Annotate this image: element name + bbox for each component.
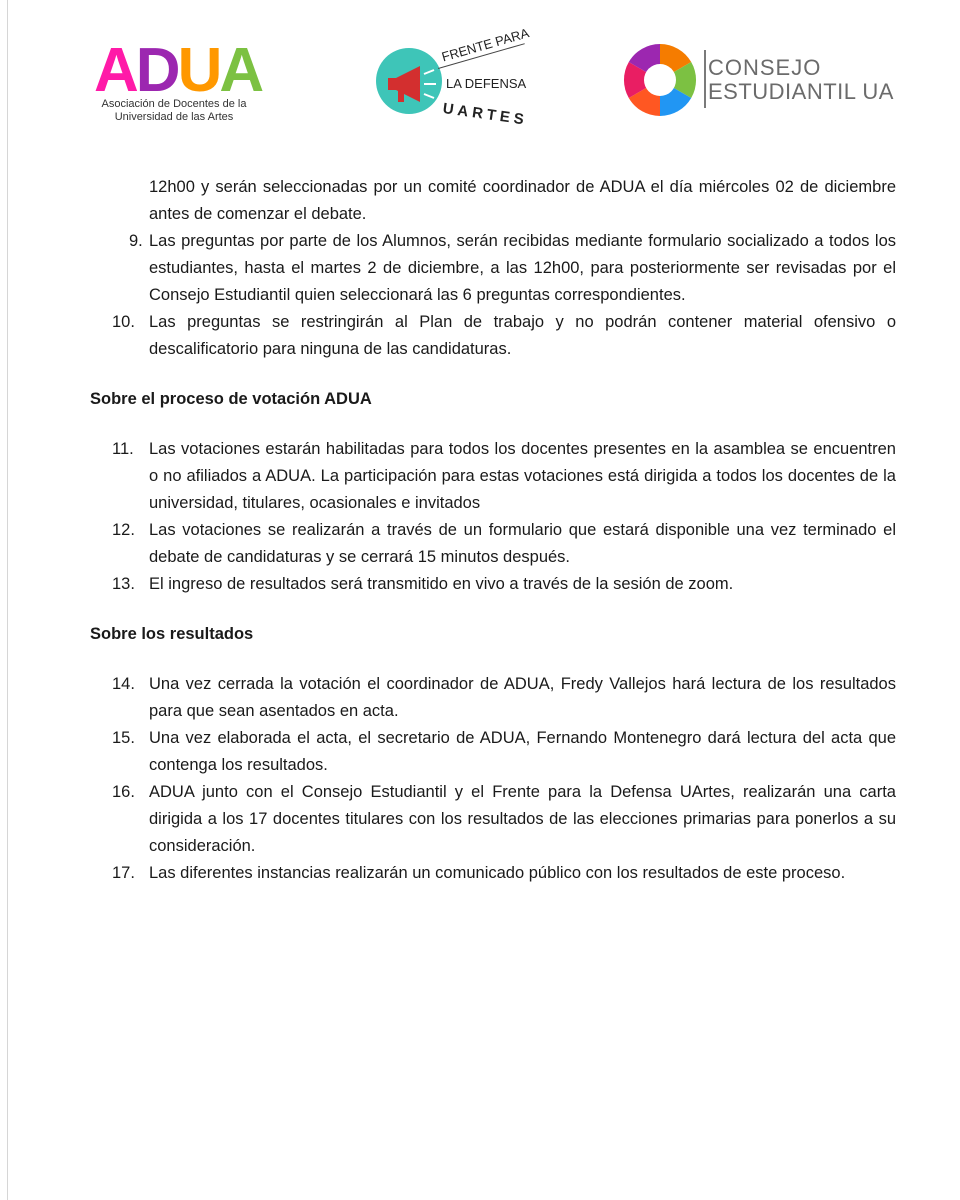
list-item-number: 10. <box>112 313 135 331</box>
list-item <box>90 725 896 779</box>
list-item-number: 11. <box>112 440 134 458</box>
list-item-text: Las preguntas se restringirán al Plan de trabajo y no podrán contener material ofensivo o descalificatorio para ninguna de las candidaturas. <box>149 313 896 358</box>
list-item-number: 15. <box>112 729 135 747</box>
consejo-color-wheel-icon <box>622 42 698 118</box>
adua-logo <box>86 36 266 130</box>
list-item-number: 16. <box>112 783 135 801</box>
list-item-text: Las votaciones se realizarán a través de un formulario que estará disponible una vez terminado el debate de candidaturas y se cerrará 15 minutos después. <box>149 521 896 566</box>
list-item-number: 13. <box>112 575 135 593</box>
adua-logo-wordmark: ADUA <box>94 36 262 105</box>
adua-subtitle-line1: Asociación de Docentes de la <box>101 98 247 110</box>
list-item-text: Una vez cerrada la votación el coordinador de ADUA, Fredy Vallejos hará lectura de los resultados para que sean asentados en acta. <box>149 675 896 720</box>
adua-logo-subtitle <box>86 98 262 124</box>
consejo-estudiantil-logo <box>622 42 892 122</box>
list-item-text: Las diferentes instancias realizarán un comunicado público con los resultados de este proceso. <box>149 864 846 882</box>
document-body <box>90 174 896 887</box>
list-item-text: Las preguntas por parte de los Alumnos, serán recibidas mediante formulario socializado a todos los estudiantes, hasta el martes 2 de diciembre, a las 12h00, para posteriormente ser revisadas por el Consejo Estudiantil quien seleccionará las 6 preguntas correspondientes. <box>149 232 896 304</box>
frente-logo-line1: FRENTE PARA <box>440 25 531 65</box>
list-item-number: 14. <box>112 675 135 693</box>
list-item <box>90 309 896 363</box>
list-item <box>90 779 896 860</box>
list-item-text: El ingreso de resultados será transmitido en vivo a través de la sesión de zoom. <box>149 575 734 593</box>
list-item-number: 12. <box>112 521 135 539</box>
consejo-logo-divider <box>704 50 706 108</box>
adua-subtitle-line2: Universidad de las Artes <box>114 111 234 123</box>
consejo-logo-line2: ESTUDIANTIL UA <box>708 79 894 104</box>
frente-logo-line3: UARTES <box>441 100 529 129</box>
list-item-text: ADUA junto con el Consejo Estudiantil y el Frente para la Defensa UArtes, realizarán una carta dirigida a los 17 docentes titulares con los resultados de las elecciones primarias para ponerlos a su consideración. <box>149 783 896 855</box>
list-item <box>90 228 896 309</box>
frente-logo-line2: LA DEFENSA <box>446 76 527 91</box>
list-item-number: 17. <box>112 864 135 882</box>
continuation-paragraph: 12h00 y serán seleccionadas por un comité coordinador de ADUA el día miércoles 02 de diciembre antes de comenzar el debate. <box>149 178 896 223</box>
list-item <box>90 517 896 571</box>
list-item-text: Una vez elaborada el acta, el secretario de ADUA, Fernando Montenegro dará lectura del acta que contenga los resultados. <box>149 729 896 774</box>
frente-uartes-logo <box>374 25 534 129</box>
page-edge <box>7 0 8 1200</box>
list-item <box>90 571 896 598</box>
list-item-text: Las votaciones estarán habilitadas para todos los docentes presentes en la asamblea se encuentren o no afiliados a ADUA. La participación para estas votaciones está dirigida a todos los docentes de la universidad, titulares, ocasionales e invitados <box>149 440 896 512</box>
list-item-number: 9. <box>129 232 143 250</box>
megaphone-icon <box>382 60 442 110</box>
list-item <box>90 860 896 887</box>
section-heading-votacion: Sobre el proceso de votación ADUA <box>90 390 372 408</box>
list-item <box>90 671 896 725</box>
consejo-logo-line1: CONSEJO <box>708 55 822 80</box>
section-heading-resultados: Sobre los resultados <box>90 625 254 643</box>
list-item <box>90 436 896 517</box>
